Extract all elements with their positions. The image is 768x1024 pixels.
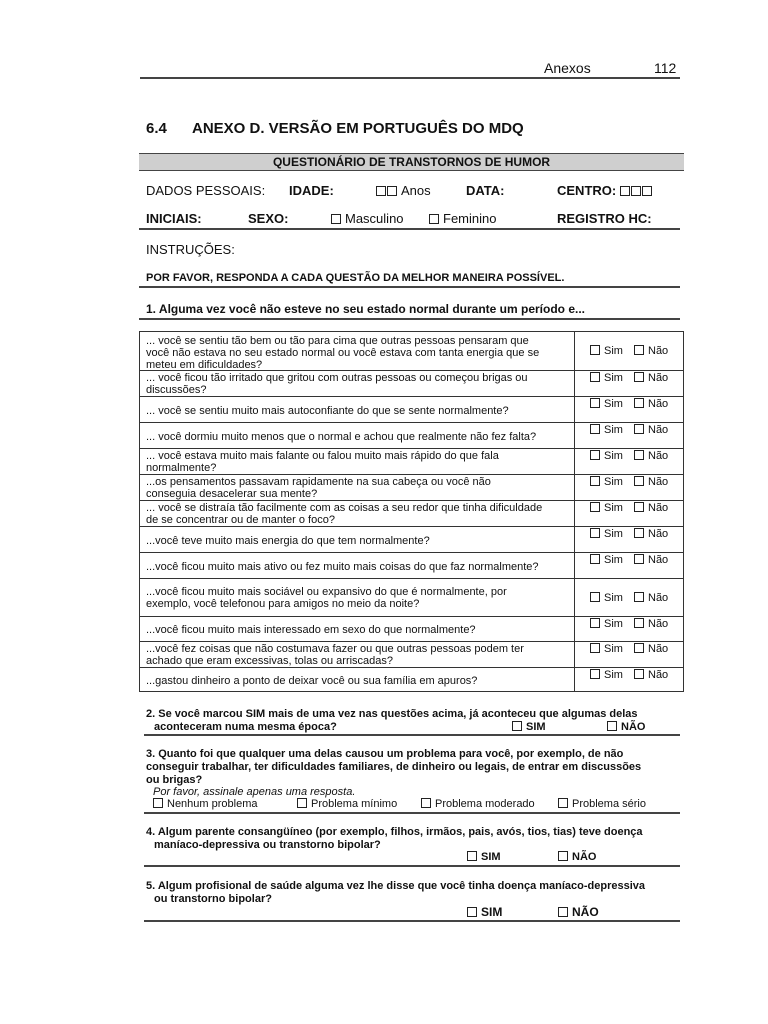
- header-section: Anexos: [544, 60, 591, 76]
- checkbox-icon: [634, 424, 644, 434]
- q2-yes-checkbox[interactable]: SIM: [512, 721, 546, 733]
- checkbox-icon: [429, 214, 439, 224]
- table-row: ...gastou dinheiro a ponto de deixar você ou sua família em apuros? Sim Não: [140, 667, 683, 692]
- yes-checkbox[interactable]: Sim: [590, 618, 623, 630]
- checkbox-icon: [634, 592, 644, 602]
- checkbox-icon: [634, 618, 644, 628]
- checkbox-icon: [558, 798, 568, 808]
- no-checkbox[interactable]: Não: [634, 398, 668, 410]
- center-field[interactable]: [557, 183, 656, 198]
- table-row: ... você se sentiu muito mais autoconfiante do que se sente normalmente? Sim Não: [140, 396, 683, 423]
- no-checkbox[interactable]: Não: [634, 528, 668, 540]
- q5-no-checkbox[interactable]: NÃO: [558, 905, 599, 919]
- table-row: ...os pensamentos passavam rapidamente na sua cabeça ou você não conseguia desacelerar sua mente? Sim Não: [140, 474, 683, 501]
- table-row: ... você estava muito mais falante ou falou muito mais rápido do que fala normalmente? Sim Não: [140, 448, 683, 475]
- divider: [144, 920, 680, 922]
- checkbox-icon: [558, 851, 568, 861]
- table-row: ... você se sentiu tão bem ou tão para cima que outras pessoas pensaram que você não estava no seu estado normal ou você estava com tanta energia que se meteu em dificuldades? Sim Não: [146, 335, 669, 371]
- no-checkbox[interactable]: Não: [634, 592, 668, 604]
- yes-checkbox[interactable]: Sim: [590, 476, 623, 488]
- checkbox-icon: [590, 345, 600, 355]
- checkbox-icon: [297, 798, 307, 808]
- no-checkbox[interactable]: Não: [634, 502, 668, 514]
- yes-checkbox[interactable]: Sim: [590, 450, 623, 462]
- table-row: ... você dormiu muito menos que o normal e achou que realmente não fez falta? Sim Não: [140, 422, 683, 449]
- question-4: 4. Algum parente consangüíneo (por exemplo, filhos, irmãos, pais, avós, tios, tias) teve doença maníaco-depressiva ou transtorno bipolar?: [146, 826, 643, 851]
- instructions-label: INSTRUÇÕES:: [146, 242, 235, 257]
- yes-checkbox[interactable]: Sim: [590, 528, 623, 540]
- checkbox-icon: [590, 669, 600, 679]
- checkbox-icon: [590, 528, 600, 538]
- checkbox-icon: [590, 592, 600, 602]
- checkbox-icon: [634, 502, 644, 512]
- age-label: IDADE:: [289, 183, 334, 198]
- date-label: DATA:: [466, 183, 505, 198]
- checkbox-icon: [590, 643, 600, 653]
- divider: [139, 286, 680, 288]
- personal-data-label: DADOS PESSOAIS:: [146, 183, 266, 198]
- checkbox-icon: [558, 907, 568, 917]
- q5-yes-checkbox[interactable]: SIM: [467, 905, 502, 919]
- no-checkbox[interactable]: Não: [634, 424, 668, 436]
- section-title: ANEXO D. VERSÃO EM PORTUGUÊS DO MDQ: [192, 120, 524, 137]
- no-checkbox[interactable]: Não: [634, 372, 668, 384]
- table-row: ...você fez coisas que não costumava fazer ou que outras pessoas podem ter achado que eram excessivas, tolas ou arriscadas? Sim Não: [140, 641, 683, 668]
- section-heading: [146, 120, 524, 137]
- no-checkbox[interactable]: Não: [634, 450, 668, 462]
- option-moderate-problem[interactable]: Problema moderado: [421, 798, 535, 810]
- checkbox-icon: [512, 721, 522, 731]
- checkbox-icon: [590, 450, 600, 460]
- checkbox-icon: [634, 643, 644, 653]
- question-5: 5. Algum profisional de saúde alguma vez lhe disse que você tinha doença maníaco-depressiva ou transtorno bipolar?: [146, 880, 646, 905]
- no-checkbox[interactable]: Não: [634, 345, 668, 357]
- page-header: [140, 57, 680, 79]
- q4-yes-checkbox[interactable]: SIM: [467, 851, 501, 863]
- yes-checkbox[interactable]: Sim: [590, 554, 623, 566]
- no-checkbox[interactable]: Não: [634, 643, 668, 655]
- no-checkbox[interactable]: Não: [634, 618, 668, 630]
- table-row: ...você ficou muito mais interessado em sexo do que normalmente? Sim Não: [140, 616, 683, 642]
- header-page-number: 112: [654, 60, 677, 76]
- hc-registry-label: REGISTRO HC:: [557, 211, 652, 226]
- center-label: CENTRO:: [557, 183, 617, 198]
- years-label: Anos: [401, 183, 431, 198]
- checkbox-icon: [153, 798, 163, 808]
- instructions-text: POR FAVOR, RESPONDA A CADA QUESTÃO DA MELHOR MANEIRA POSSÍVEL.: [146, 272, 565, 284]
- yes-checkbox[interactable]: Sim: [590, 592, 623, 604]
- checkbox-icon: [631, 186, 641, 196]
- checkbox-icon: [620, 186, 630, 196]
- checkbox-icon: [590, 502, 600, 512]
- checkbox-icon: [607, 721, 617, 731]
- checkbox-icon: [634, 372, 644, 382]
- female-checkbox[interactable]: Feminino: [429, 211, 496, 226]
- divider: [144, 812, 680, 814]
- checkbox-icon: [634, 450, 644, 460]
- male-checkbox[interactable]: Masculino: [331, 211, 404, 226]
- table-row: ...você ficou muito mais sociável ou expansivo do que é normalmente, por exemplo, você telefonou para amigos no meio da noite? Sim Não: [140, 578, 683, 617]
- initials-label: INICIAIS:: [146, 211, 202, 226]
- no-checkbox[interactable]: Não: [634, 476, 668, 488]
- checkbox-icon: [590, 554, 600, 564]
- checkbox-icon: [421, 798, 431, 808]
- checkbox-icon: [590, 372, 600, 382]
- section-number: 6.4: [146, 120, 167, 137]
- checkbox-icon: [467, 907, 477, 917]
- yes-checkbox[interactable]: Sim: [590, 398, 623, 410]
- checkbox-icon: [590, 398, 600, 408]
- question-3-note: Por favor, assinale apenas uma resposta.: [153, 786, 356, 798]
- question-2: 2. Se você marcou SIM mais de uma vez nas questões acima, já aconteceu que algumas delas aconteceram numa mesma época?: [146, 708, 638, 733]
- option-serious-problem[interactable]: Problema sério: [558, 798, 646, 810]
- no-checkbox[interactable]: Não: [634, 669, 668, 681]
- yes-checkbox[interactable]: Sim: [590, 424, 623, 436]
- question-1-table: [139, 331, 684, 692]
- table-row: ... você ficou tão irritado que gritou com outras pessoas ou começou brigas ou discussões? Sim Não: [140, 370, 683, 397]
- checkbox-icon: [634, 476, 644, 486]
- option-no-problem[interactable]: Nenhum problema: [153, 798, 258, 810]
- checkbox-icon: [634, 528, 644, 538]
- yes-checkbox[interactable]: Sim: [590, 345, 623, 357]
- question-3: 3. Quanto foi que qualquer uma delas causou um problema para você, por exemplo, de não conseguir trabalhar, ter dificuldades familiares, de dinheiro ou legais, de entrar em discussões ou brigas?: [146, 748, 642, 786]
- yes-checkbox[interactable]: Sim: [590, 669, 623, 681]
- checkbox-icon: [387, 186, 397, 196]
- yes-checkbox[interactable]: Sim: [590, 372, 623, 384]
- sex-label: SEXO:: [248, 211, 289, 226]
- no-checkbox[interactable]: Não: [634, 554, 668, 566]
- checkbox-icon: [634, 398, 644, 408]
- age-field[interactable]: [376, 183, 431, 198]
- yes-checkbox[interactable]: Sim: [590, 502, 623, 514]
- yes-checkbox[interactable]: Sim: [590, 643, 623, 655]
- checkbox-icon: [642, 186, 652, 196]
- q2-no-checkbox[interactable]: NÃO: [607, 721, 645, 733]
- option-minimal-problem[interactable]: Problema mínimo: [297, 798, 397, 810]
- checkbox-icon: [634, 345, 644, 355]
- divider: [144, 865, 680, 867]
- divider: [144, 734, 680, 736]
- table-row: ...você ficou muito mais ativo ou fez muito mais coisas do que faz normalmente? Sim Não: [140, 552, 683, 579]
- question-1-title: 1. Alguma vez você não esteve no seu estado normal durante um período e...: [146, 302, 586, 316]
- checkbox-icon: [634, 554, 644, 564]
- checkbox-icon: [331, 214, 341, 224]
- form-title: QUESTIONÁRIO DE TRANSTORNOS DE HUMOR: [139, 153, 684, 171]
- q4-no-checkbox[interactable]: NÃO: [558, 851, 596, 863]
- divider: [139, 228, 680, 230]
- table-row: ... você se distraía tão facilmente com as coisas a seu redor que tinha dificuldade de se concentrar ou de manter o foco? Sim Não: [140, 500, 683, 527]
- divider: [139, 318, 680, 320]
- checkbox-icon: [590, 424, 600, 434]
- checkbox-icon: [634, 669, 644, 679]
- table-row: ...você teve muito mais energia do que tem normalmente? Sim Não: [140, 526, 683, 553]
- checkbox-icon: [590, 618, 600, 628]
- checkbox-icon: [590, 476, 600, 486]
- checkbox-icon: [467, 851, 477, 861]
- checkbox-icon: [376, 186, 386, 196]
